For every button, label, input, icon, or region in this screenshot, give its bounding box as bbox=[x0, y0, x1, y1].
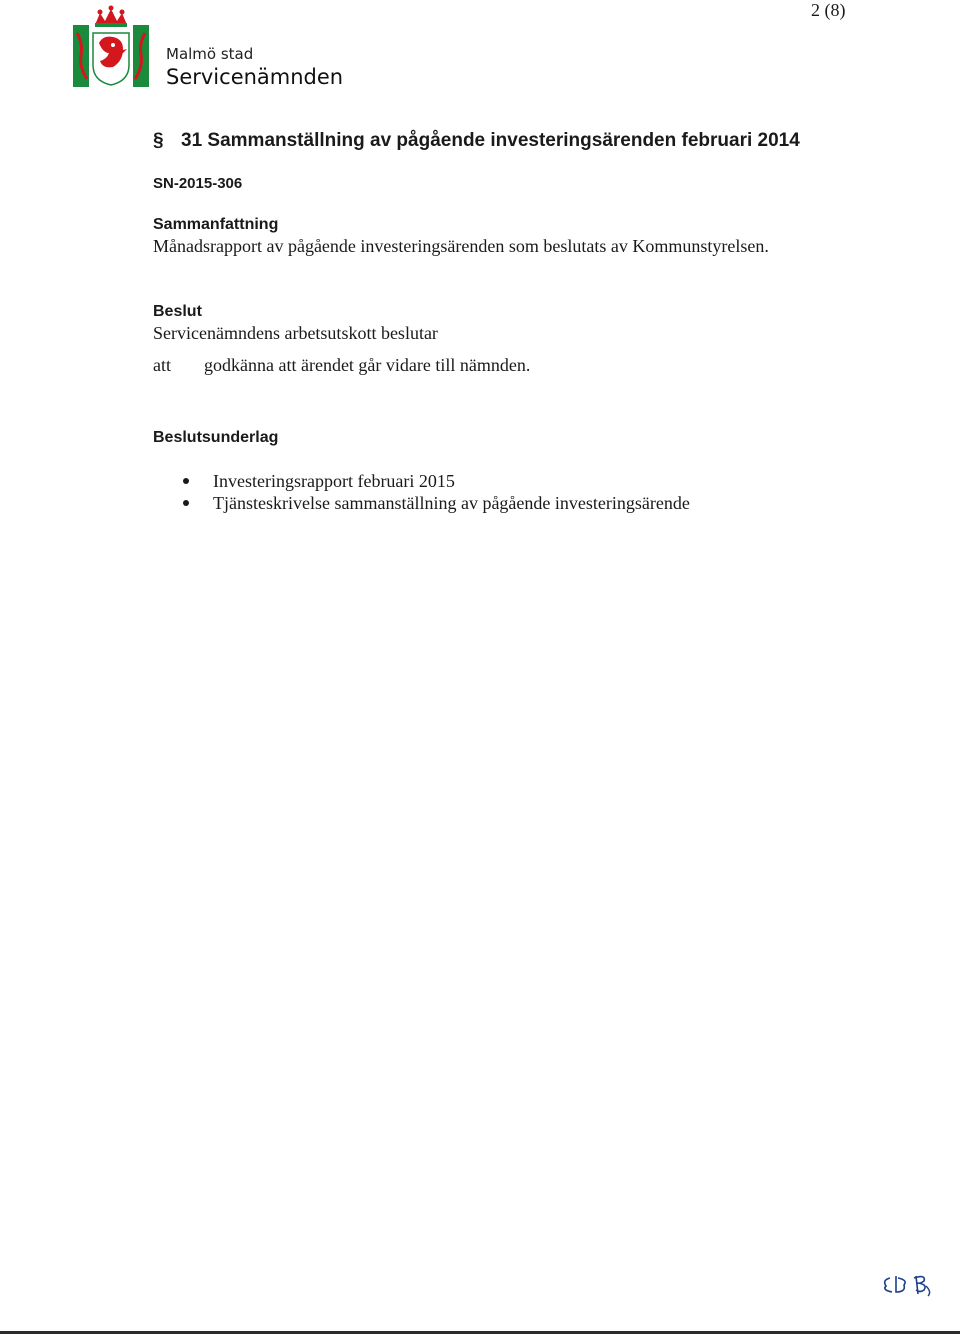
list-item bbox=[183, 470, 690, 492]
organisation-block bbox=[166, 45, 343, 91]
section-title: 31 Sammanställning av pågående investeringsärenden februari 2014 bbox=[181, 130, 800, 151]
summary-text: Månadsrapport av pågående investeringsärenden som beslutats av Kommunstyrelsen. bbox=[153, 236, 769, 256]
bullet-icon bbox=[183, 478, 189, 484]
unit-name: Servicenämnden bbox=[166, 65, 344, 89]
decision-att-clause bbox=[153, 354, 530, 376]
basis-section bbox=[153, 428, 278, 448]
bottom-rule bbox=[0, 1331, 960, 1334]
malmo-coat-of-arms-icon bbox=[73, 3, 149, 87]
att-text: godkänna att ärendet går vidare till nämnden. bbox=[204, 355, 531, 375]
basis-list bbox=[183, 470, 690, 514]
handwritten-initials-icon bbox=[880, 1268, 940, 1298]
att-word: att bbox=[153, 355, 171, 375]
list-item bbox=[183, 492, 690, 514]
section-heading bbox=[153, 129, 800, 153]
decision-label: Beslut bbox=[153, 303, 202, 320]
decision-section bbox=[153, 302, 438, 344]
section-symbol: § bbox=[153, 130, 164, 151]
decision-intro: Servicenämndens arbetsutskott beslutar bbox=[153, 323, 438, 343]
list-item-text: Tjänsteskrivelse sammanställning av pågående investeringsärende bbox=[213, 493, 690, 513]
summary-section bbox=[153, 215, 769, 257]
city-name: Malmö stad bbox=[166, 45, 254, 63]
bullet-icon bbox=[183, 500, 189, 506]
case-number: SN-2015-306 bbox=[153, 175, 243, 192]
basis-label: Beslutsunderlag bbox=[153, 429, 279, 446]
page-number: 2 (8) bbox=[811, 0, 846, 20]
summary-label: Sammanfattning bbox=[153, 216, 279, 233]
list-item-text: Investeringsrapport februari 2015 bbox=[213, 471, 455, 491]
